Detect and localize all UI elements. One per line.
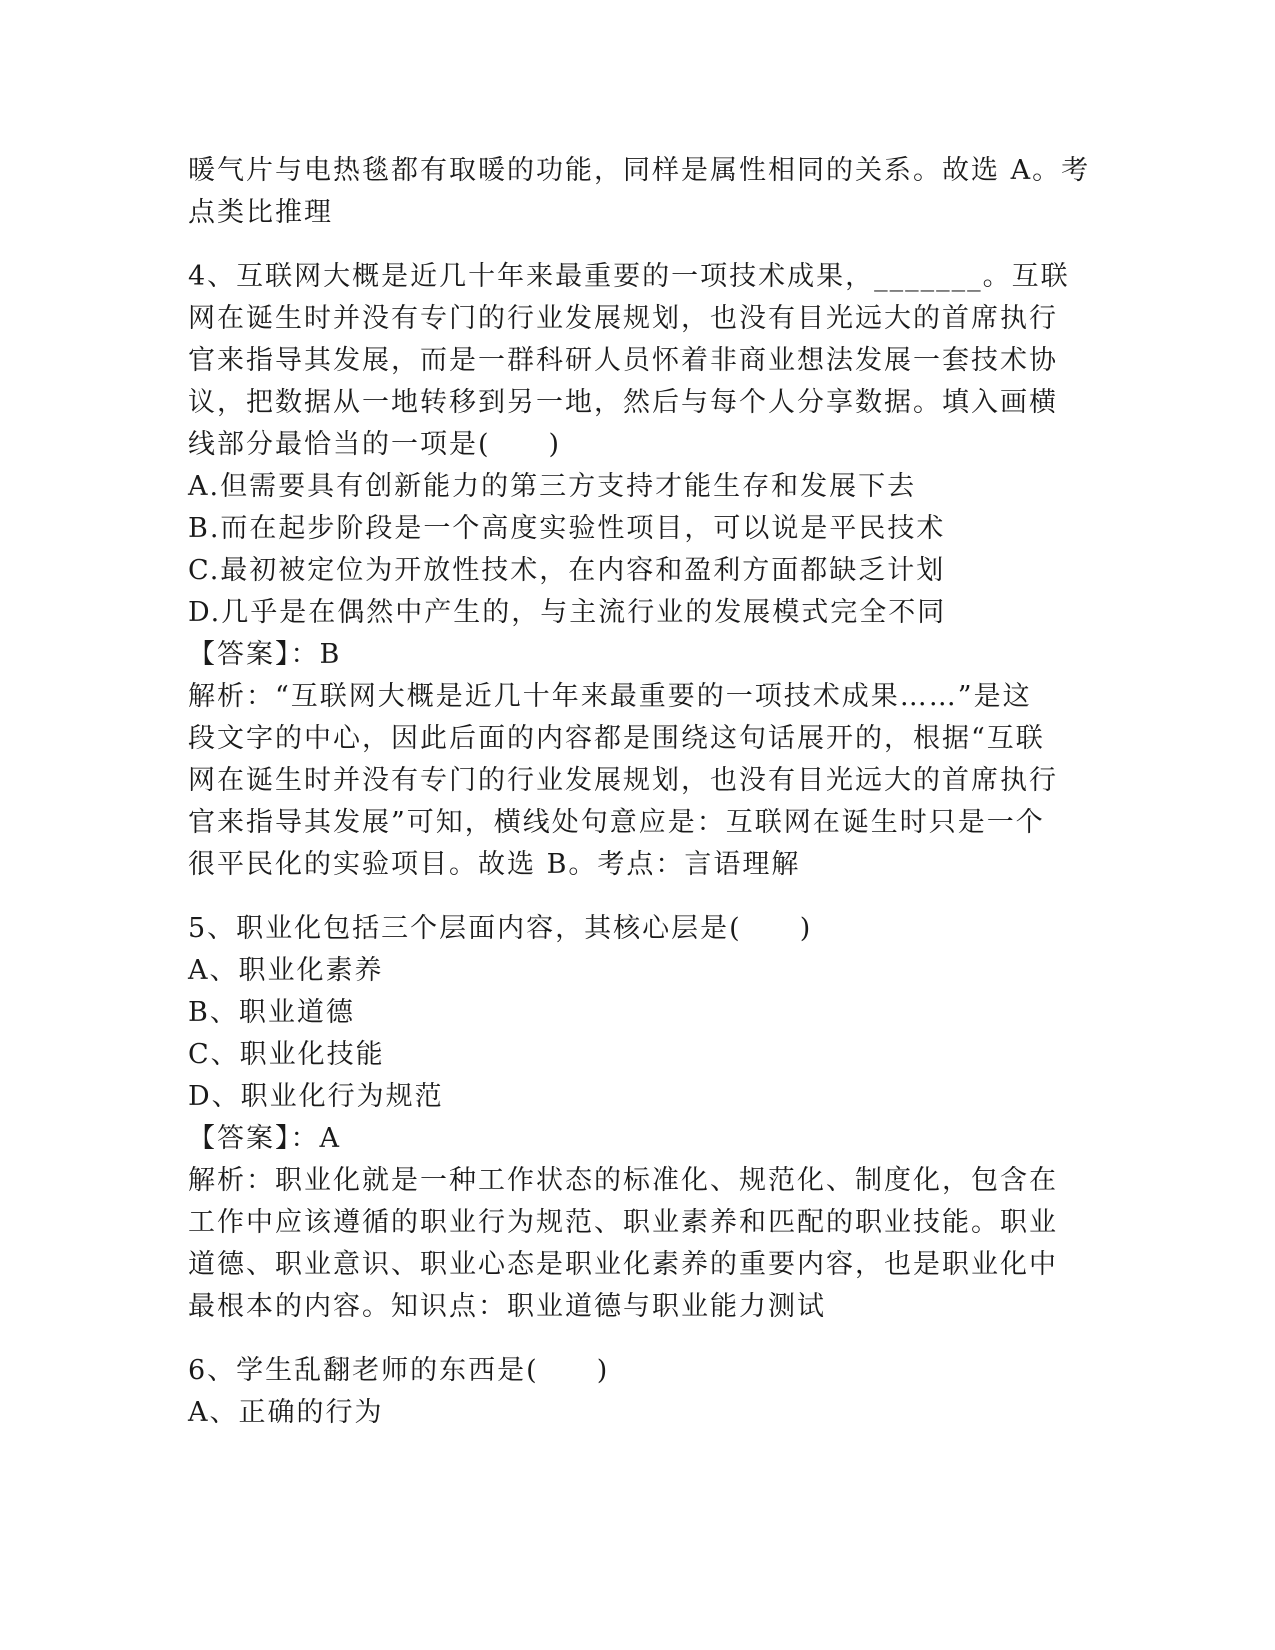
explanation-line: 网在诞生时并没有专门的行业发展规划，也没有目光远大的首席执行 — [188, 765, 1058, 796]
option-b: B.而在起步阶段是一个高度实验性项目，可以说是平民技术 — [188, 513, 946, 544]
question-stem-line: 官来指导其发展，而是一群科研人员怀着非商业想法发展一套技术协 — [188, 345, 1058, 376]
explanation-line: 道德、职业意识、职业心态是职业化素养的重要内容，也是职业化中 — [188, 1249, 1058, 1280]
question-5 — [188, 908, 1088, 1328]
question-4 — [188, 256, 1088, 886]
question-stem-line: 5、职业化包括三个层面内容，其核心层是( ) — [188, 913, 813, 944]
option-a: A.但需要具有创新能力的第三方支持才能生存和发展下去 — [188, 471, 917, 502]
explanation-line: 工作中应该遵循的职业行为规范、职业素养和匹配的职业技能。职业 — [188, 1207, 1058, 1238]
explanation-line: 最根本的内容。知识点：职业道德与职业能力测试 — [188, 1291, 826, 1322]
explanation-line: 官来指导其发展”可知，横线处句意应是：互联网在诞生时只是一个 — [188, 807, 1045, 838]
option-d: D、职业化行为规范 — [188, 1081, 444, 1112]
option-a: A、职业化素养 — [188, 955, 384, 986]
question-3-explanation-tail — [188, 150, 1091, 234]
explanation-line: 解析：职业化就是一种工作状态的标准化、规范化、制度化，包含在 — [188, 1165, 1058, 1196]
text-line: 点类比推理 — [188, 197, 333, 228]
option-c: C、职业化技能 — [188, 1039, 385, 1070]
option-b: B、职业道德 — [188, 997, 355, 1028]
spacer — [188, 1328, 1088, 1350]
spacer — [188, 234, 1088, 256]
question-stem-line: 4、互联网大概是近几十年来最重要的一项技术成果，_______。互联 — [188, 261, 1070, 292]
option-a: A、正确的行为 — [188, 1397, 384, 1428]
question-stem-line: 线部分最恰当的一项是( ) — [188, 429, 562, 460]
explanation-line: 段文字的中心，因此后面的内容都是围绕这句话展开的，根据“互联 — [188, 723, 1045, 754]
option-c: C.最初被定位为开放性技术，在内容和盈利方面都缺乏计划 — [188, 555, 946, 586]
option-d: D.几乎是在偶然中产生的，与主流行业的发展模式完全不同 — [188, 597, 947, 628]
question-stem-line: 网在诞生时并没有专门的行业发展规划，也没有目光远大的首席执行 — [188, 303, 1058, 334]
document-page — [188, 150, 1091, 1434]
question-stem-line: 议，把数据从一地转移到另一地，然后与每个人分享数据。填入画横 — [188, 387, 1058, 418]
explanation-line: 解析：“互联网大概是近几十年来最重要的一项技术成果……”是这 — [188, 681, 1032, 712]
spacer — [188, 886, 1088, 908]
answer-line: 【答案】：B — [188, 639, 342, 670]
question-stem-line: 6、学生乱翻老师的东西是( ) — [188, 1355, 610, 1386]
question-6 — [188, 1350, 1088, 1434]
answer-line: 【答案】：A — [188, 1123, 341, 1154]
text-line: 暖气片与电热毯都有取暖的功能，同样是属性相同的关系。故选 A。考 — [188, 155, 1091, 186]
explanation-line: 很平民化的实验项目。故选 B。考点：言语理解 — [188, 849, 801, 880]
